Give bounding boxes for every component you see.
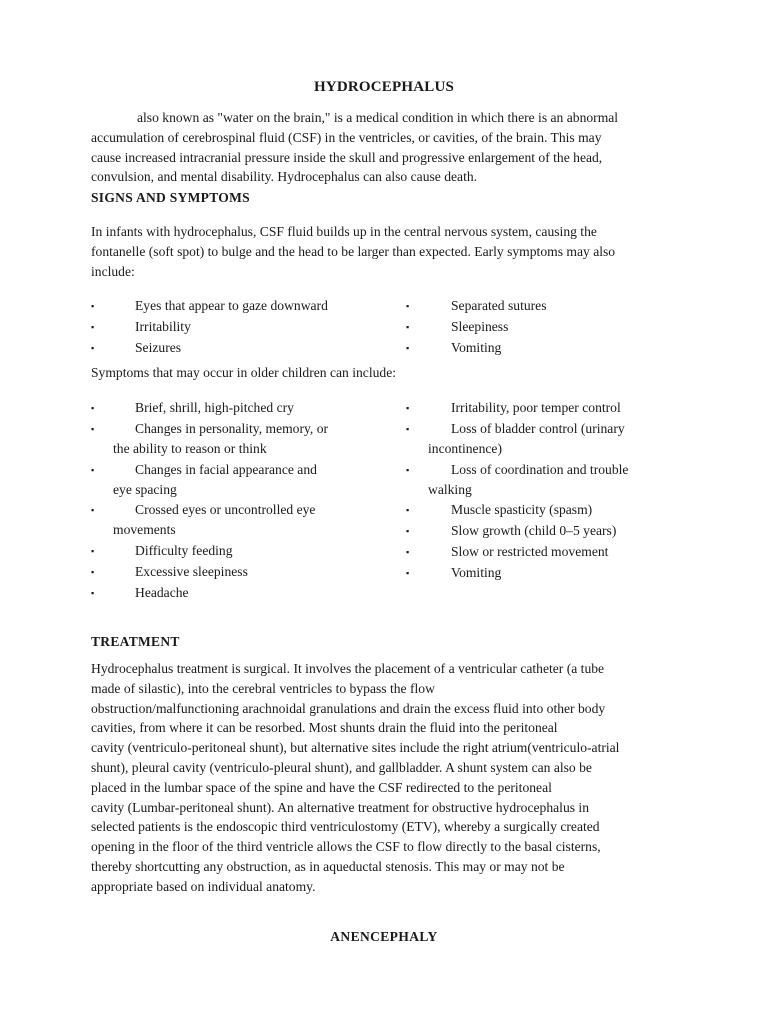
bullet-icon: ▪	[91, 301, 95, 311]
treatment-line: cavities, from where it can be resorbed. Most shunts drain the fluid into the peritoneal	[91, 720, 558, 736]
intro-line: convulsion, and mental disability. Hydrocephalus can also cause death.	[91, 169, 478, 185]
signs-heading: SIGNS AND SYMPTOMS	[91, 190, 250, 205]
treatment-line: obstruction/malfunctioning arachnoidal granulations and drain the excess fluid into other body	[91, 700, 606, 716]
bullet-icon: ▪	[406, 465, 410, 475]
bullet-icon: ▪	[406, 526, 410, 536]
infants-line: include:	[91, 263, 135, 279]
treatment-line: made of silastic), into the cerebral ventricles to bypass the flow	[91, 680, 435, 696]
bullet-icon: ▪	[406, 301, 410, 311]
bullet-icon: ▪	[406, 505, 410, 515]
intro-line: cause increased intracranial pressure inside the skull and progressive enlargement of the head,	[91, 149, 603, 165]
bullet-icon: ▪	[406, 547, 410, 557]
treatment-line: appropriate based on individual anatomy.	[91, 878, 316, 894]
treatment-line: selected patients is the endoscopic third ventriculostomy (ETV), whereby a surgically created	[91, 819, 600, 835]
bullet-icon: ▪	[91, 588, 95, 598]
bullet-icon: ▪	[91, 403, 95, 413]
older-children-intro: Symptoms that may occur in older children can include:	[91, 365, 397, 380]
treatment-line: shunt), pleural cavity (ventriculo-pleural shunt), and gallbladder. A shunt system can also be	[91, 759, 592, 775]
bullet-icon: ▪	[91, 322, 95, 332]
treatment-line: cavity (Lumbar-peritoneal shunt). An alternative treatment for obstructive hydrocephalus in	[91, 799, 589, 815]
treatment-line: Hydrocephalus treatment is surgical. It involves the placement of a ventricular catheter (a tube	[91, 661, 605, 676]
bullet-icon: ▪	[91, 546, 95, 556]
infants-line: fontanelle (soft spot) to bulge and the head to be larger than expected. Early symptoms may also	[91, 243, 616, 259]
bullet-icon: ▪	[406, 424, 410, 434]
treatment-line: opening in the floor of the third ventricle allows the CSF to flow directly to the basal cisterns,	[91, 839, 601, 855]
bullet-icon: ▪	[91, 505, 95, 515]
bullet-icon: ▪	[406, 322, 410, 332]
intro-paragraph	[91, 108, 691, 187]
infants-paragraph	[91, 222, 691, 281]
treatment-line: thereby shortcutting any obstruction, as in aqueductal stenosis. This may or may not be	[91, 858, 565, 874]
treatment-line: placed in the lumbar space of the spine and have the CSF redirected to the peritoneal	[91, 779, 552, 795]
bullet-icon: ▪	[91, 424, 95, 434]
bullet-icon: ▪	[91, 465, 95, 475]
bullet-icon: ▪	[406, 568, 410, 578]
intro-line: accumulation of cerebrospinal fluid (CSF) in the ventricles, or cavities, of the brain. This may	[91, 129, 602, 145]
infants-line: In infants with hydrocephalus, CSF fluid builds up in the central nervous system, causing the	[91, 224, 597, 239]
document-page: HYDROCEPHALUS also known as "water on the brain," is a medical condition in which there is an abnormal accumulation of cerebrospinal fluid (CSF) in the ventricles, or cavities, of the brain. This may cause increased intracranial pressure inside the skull and progressive enlargement of the head, convulsion, and mental disability. Hydrocephalus can also cause death. SIGNS AND SYMPTOMS In infants with hydrocephalus, CSF fluid builds up in the central nervous system, causing the fontanelle (soft spot) to bulge and the head to be larger than expected. Early symptoms may also include: ▪ Eyes that appear to gaze downward ▪ Irritability ▪ Seizures ▪ Separated sutures ▪ Sleepiness ▪ Vomiting Symptoms that may occur in older children can include: ▪ Brief, shrill, high-pitched cry ▪ Changes in personality, memory, or the ability to reason or think ▪ Changes in facial appearance and eye spacing ▪ Crossed eyes or uncontrolled eye movements ▪ Difficulty feeding ▪ Excessive sleepiness ▪ Headache ▪ Irritability, poor temper control ▪ Loss of bladder control (urinary incontinence) ▪ Loss of coordination and trouble walking ▪ Muscle spasticity (spasm) ▪ Slow growth (child 0–5 years) ▪ Slow or restricted movement ▪ Vomiting TREATMENT Hydrocephalus treatment is surgical. It involves the placement of a ventricular catheter (a tube made of silastic), into the cerebral ventricles to bypass the flow obstruction/malfunctioning arachnoidal granulations and drain the excess fluid into other body cavities, from where it can be resorbed. Most shunts drain the fluid into the peritoneal cavity (ventriculo-peritoneal shunt), but alternative sites include the right atrium(ventriculo-atrial shunt), pleural cavity (ventriculo-pleural shunt), and gallbladder. A shunt system can also be placed in the lumbar space of the spine and have the CSF redirected to the peritoneal cavity (Lumbar-peritoneal shunt). An alternative treatment for obstructive hydrocephalus in selected patients is the endoscopic third ventriculostomy (ETV), whereby a surgically created opening in the floor of the third ventricle allows the CSF to flow directly to the basal cisterns, thereby shortcutting any obstruction, as in aqueductal stenosis. This may or may not be appropriate based on individual anatomy. ANENCEPHALY	[0, 0, 768, 1024]
document-title: HYDROCEPHALUS	[313, 79, 455, 95]
bullet-icon: ▪	[406, 403, 410, 413]
treatment-heading: TREATMENT	[91, 634, 180, 649]
treatment-paragraph	[91, 659, 691, 897]
bullet-icon: ▪	[91, 343, 95, 353]
bullet-icon: ▪	[406, 343, 410, 353]
intro-line: also known as "water on the brain," is a medical condition in which there is an abnormal	[137, 110, 619, 125]
bullet-icon: ▪	[91, 567, 95, 577]
next-section-title: ANENCEPHALY	[330, 929, 438, 944]
treatment-line: cavity (ventriculo-peritoneal shunt), but alternative sites include the right atrium(ventriculo-atrial	[91, 740, 620, 756]
